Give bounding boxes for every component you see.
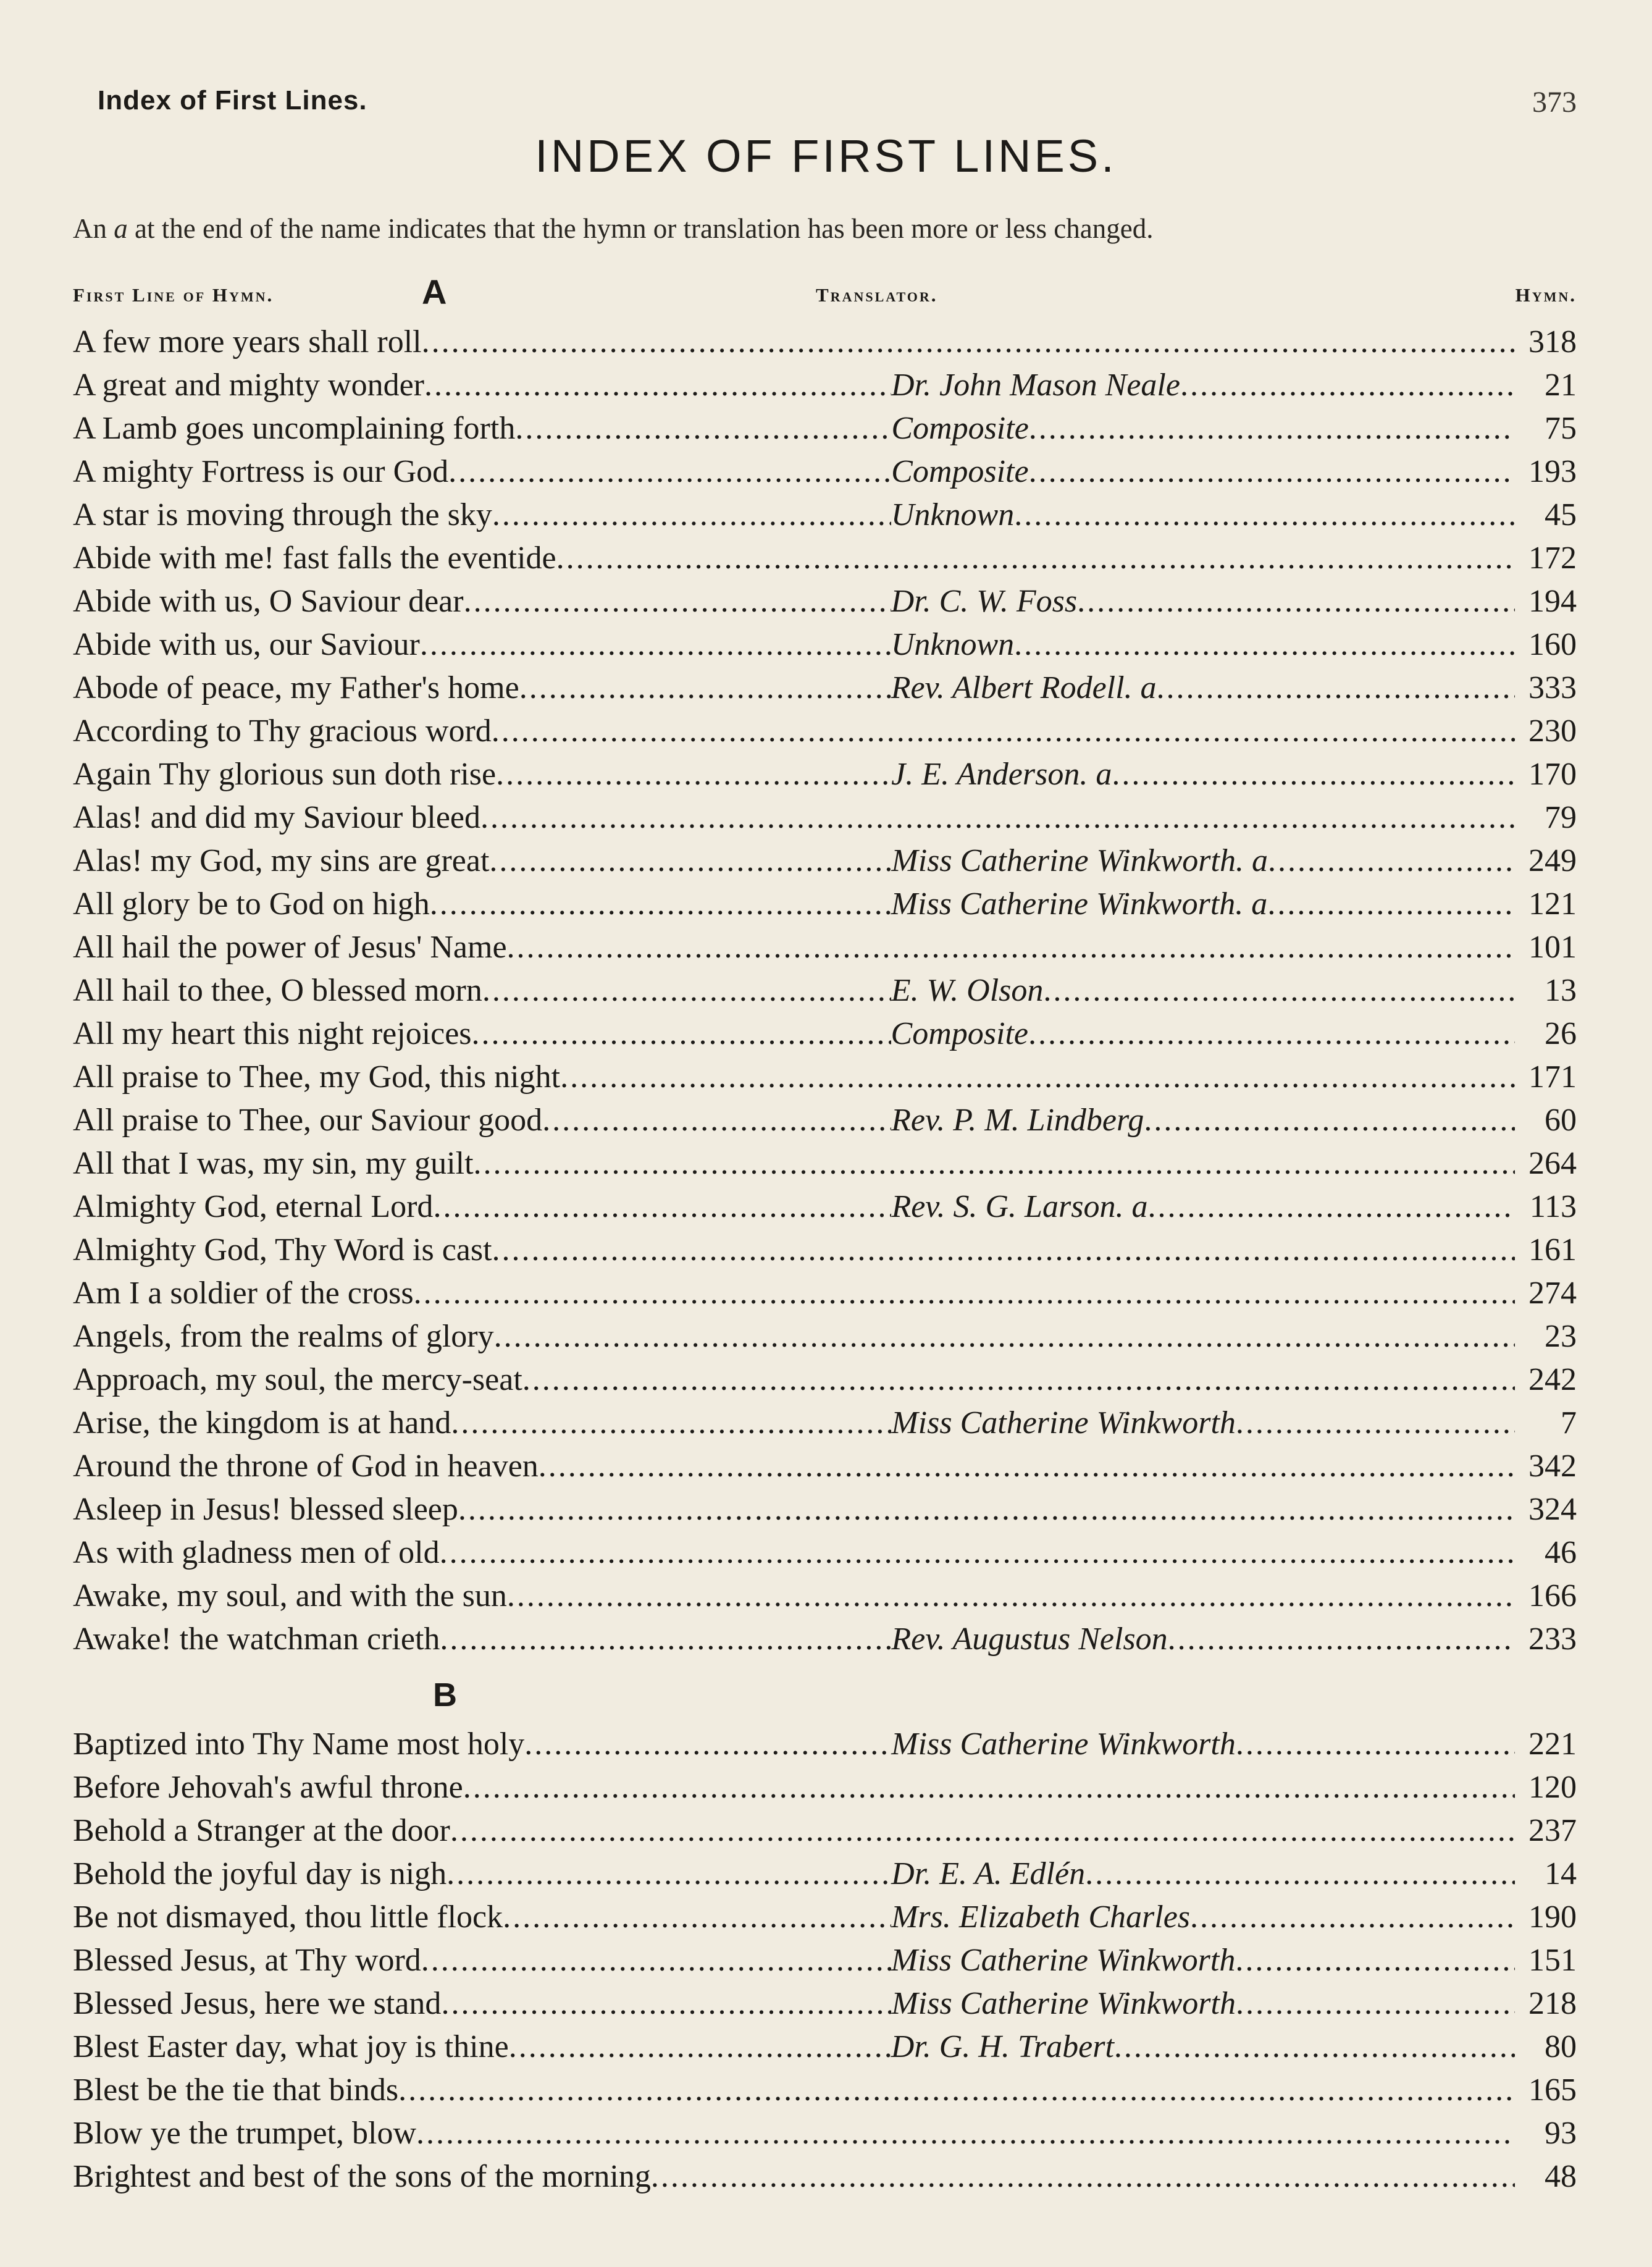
- first-line: Approach, my soul, the mercy-seat: [73, 1362, 522, 1397]
- index-entry: [73, 1099, 1577, 1142]
- dot-leader: [421, 1939, 891, 1982]
- first-line: Blessed Jesus, at Thy word: [73, 1943, 421, 1978]
- dot-leader: [492, 1229, 1515, 1272]
- hymn-number: 23: [1545, 1319, 1577, 1354]
- index-entry: [73, 753, 1577, 796]
- first-line: According to Thy gracious word: [73, 713, 492, 749]
- first-line: Behold a Stranger at the door: [73, 1813, 450, 1848]
- dot-leader: [416, 2112, 1515, 2155]
- dot-leader: [472, 1012, 891, 1056]
- first-line: Almighty God, Thy Word is cast: [73, 1232, 492, 1268]
- first-line: All hail to thee, O blessed morn: [73, 973, 482, 1008]
- first-line: All glory be to God on high: [73, 886, 430, 922]
- index-entry: [73, 667, 1577, 710]
- translator: Miss Catherine Winkworth. a: [891, 843, 1268, 878]
- header-first-line: First Line of Hymn.: [73, 284, 274, 306]
- index-entry: [73, 1723, 1577, 1766]
- dot-leader: [1085, 1853, 1515, 1896]
- translator: Rev. P. M. Lindberg: [891, 1103, 1144, 1138]
- hymn-number: 242: [1528, 1362, 1577, 1397]
- dot-leader: [450, 1809, 1515, 1853]
- hymn-number: 121: [1528, 886, 1577, 922]
- dot-leader: [1268, 839, 1515, 883]
- dot-leader: [441, 1982, 891, 2025]
- first-line: Abode of peace, my Father's home: [73, 670, 519, 705]
- dot-leader: [482, 969, 891, 1012]
- index-entry: [73, 321, 1577, 364]
- hymn-number: 48: [1545, 2159, 1577, 2194]
- hymn-number: 165: [1528, 2072, 1577, 2108]
- dot-leader: [420, 623, 891, 667]
- hymn-number: 218: [1528, 1986, 1577, 2021]
- dot-leader: [424, 364, 891, 407]
- first-line: All praise to Thee, my God, this night: [73, 1059, 561, 1095]
- first-line: Baptized into Thy Name most holy: [73, 1727, 525, 1762]
- index-entry: [73, 2112, 1577, 2155]
- translator: Miss Catherine Winkworth: [891, 1943, 1236, 1978]
- hymn-number: 230: [1528, 713, 1577, 749]
- hymn-number: 46: [1545, 1535, 1577, 1570]
- hymn-number: 113: [1529, 1189, 1577, 1224]
- first-line: Brightest and best of the sons of the morning: [73, 2159, 651, 2194]
- hymn-number: 120: [1528, 1770, 1577, 1805]
- dot-leader: [398, 2069, 1515, 2112]
- first-line: Again Thy glorious sun doth rise: [73, 757, 497, 792]
- first-line: Alas! and did my Saviour bleed: [73, 800, 480, 835]
- dot-leader: [458, 1488, 1515, 1531]
- section-letter-a: A: [422, 272, 447, 311]
- hymn-number: 75: [1545, 411, 1577, 446]
- translator: E. W. Olson: [891, 973, 1044, 1008]
- first-line: All hail the power of Jesus' Name: [73, 930, 507, 965]
- note-italic-a: a: [114, 213, 128, 244]
- index-entry: [73, 1402, 1577, 1445]
- dot-leader: [451, 1402, 891, 1445]
- index-entry: [73, 537, 1577, 580]
- first-line: All that I was, my sin, my guilt: [73, 1146, 474, 1181]
- first-line: Blow ye the trumpet, blow: [73, 2116, 417, 2151]
- index-entry: [73, 839, 1577, 883]
- hymn-number: 26: [1545, 1016, 1577, 1051]
- dot-leader: [651, 2155, 1515, 2198]
- index-entry: [73, 1531, 1577, 1575]
- dot-leader: [440, 1531, 1515, 1575]
- hymn-number: 264: [1528, 1146, 1577, 1181]
- index-entry: [73, 1315, 1577, 1358]
- first-line: Blest Easter day, what joy is thine: [73, 2029, 509, 2064]
- first-line: Blest be the tie that binds: [73, 2072, 399, 2108]
- dot-leader: [1112, 753, 1515, 796]
- dot-leader: [519, 667, 891, 710]
- note-text-after: at the end of the name indicates that the hymn or translation has been more or less changed.: [127, 213, 1154, 244]
- dot-leader: [463, 1766, 1515, 1809]
- first-line: A star is moving through the sky: [73, 497, 492, 532]
- dot-leader: [492, 494, 891, 537]
- dot-leader: [507, 926, 1515, 969]
- index-entry: [73, 1809, 1577, 1853]
- dot-leader: [507, 1575, 1515, 1618]
- dot-leader: [489, 839, 891, 883]
- hymn-number: 166: [1528, 1578, 1577, 1613]
- note-text-before: An: [73, 213, 114, 244]
- dot-leader: [539, 1445, 1515, 1488]
- first-line: All praise to Thee, our Saviour good: [73, 1103, 543, 1138]
- dot-leader: [464, 580, 891, 623]
- dot-leader: [522, 1358, 1515, 1402]
- dot-leader: [1014, 623, 1515, 667]
- hymn-number: 274: [1528, 1276, 1577, 1311]
- index-entry: [73, 1939, 1577, 1982]
- dot-leader: [422, 321, 1515, 364]
- page-title: INDEX OF FIRST LINES.: [535, 130, 1117, 182]
- dot-leader: [1014, 494, 1515, 537]
- index-entry: [73, 926, 1577, 969]
- dot-leader: [494, 1315, 1515, 1358]
- first-line: Awake! the watchman crieth: [73, 1621, 440, 1657]
- translator: Unknown: [891, 627, 1015, 662]
- hymn-number: 342: [1528, 1449, 1577, 1484]
- hymn-number: 249: [1528, 843, 1577, 878]
- hymn-number: 161: [1528, 1232, 1577, 1268]
- hymn-number: 79: [1545, 800, 1577, 835]
- first-line: Abide with me! fast falls the eventide: [73, 540, 556, 576]
- first-line: Behold the joyful day is nigh: [73, 1856, 447, 1891]
- index-entry: [73, 1488, 1577, 1531]
- index-entry: [73, 1896, 1577, 1939]
- dot-leader: [440, 1618, 891, 1661]
- dot-leader: [1028, 1012, 1515, 1056]
- index-entry: [73, 450, 1577, 494]
- first-line: As with gladness men of old: [73, 1535, 440, 1570]
- hymn-number: 237: [1528, 1813, 1577, 1848]
- translator: Dr. John Mason Neale: [891, 368, 1180, 403]
- index-entry: [73, 1142, 1577, 1185]
- dot-leader: [560, 1056, 1515, 1099]
- dot-leader: [1029, 450, 1515, 494]
- translator: Composite: [891, 1016, 1028, 1051]
- translator: Rev. Albert Rodell. a: [891, 670, 1157, 705]
- dot-leader: [524, 1723, 891, 1766]
- hymn-number: 151: [1528, 1943, 1577, 1978]
- first-line: A Lamb goes uncomplaining forth: [73, 411, 516, 446]
- page-number: 373: [1532, 86, 1577, 119]
- index-entry: [73, 796, 1577, 839]
- dot-leader: [1029, 407, 1515, 450]
- index-entry: [73, 2025, 1577, 2069]
- dot-leader: [509, 2025, 891, 2069]
- first-line: Abide with us, our Saviour: [73, 627, 420, 662]
- index-entry: [73, 494, 1577, 537]
- first-line: A great and mighty wonder: [73, 368, 424, 403]
- dot-leader: [556, 537, 1515, 580]
- dot-leader: [1043, 969, 1515, 1012]
- translator: Dr. E. A. Edlén: [891, 1856, 1086, 1891]
- index-entry: [73, 1012, 1577, 1056]
- hymn-number: 170: [1528, 757, 1577, 792]
- hymn-number: 194: [1528, 584, 1577, 619]
- hymn-number: 318: [1528, 324, 1577, 360]
- first-line: Alas! my God, my sins are great: [73, 843, 490, 878]
- index-entry: [73, 2069, 1577, 2112]
- hymn-number: 172: [1528, 540, 1577, 576]
- index-entry: [73, 969, 1577, 1012]
- translator: Miss Catherine Winkworth: [891, 1405, 1236, 1441]
- index-entry: [73, 1766, 1577, 1809]
- translator: Rev. Augustus Nelson: [891, 1621, 1168, 1657]
- dot-leader: [492, 710, 1515, 753]
- translator: Miss Catherine Winkworth: [891, 1986, 1236, 2021]
- translator: Miss Catherine Winkworth: [891, 1727, 1236, 1762]
- hymn-number: 93: [1545, 2116, 1577, 2151]
- index-entry: [73, 1229, 1577, 1272]
- first-line: Before Jehovah's awful throne: [73, 1770, 463, 1805]
- index-entry: [73, 407, 1577, 450]
- index-entry: [73, 710, 1577, 753]
- hymn-number: 333: [1528, 670, 1577, 705]
- index-entry: [73, 1445, 1577, 1488]
- first-line: Awake, my soul, and with the sun: [73, 1578, 507, 1613]
- index-entry: [73, 1982, 1577, 2025]
- dot-leader: [414, 1272, 1515, 1315]
- hymn-number: 160: [1528, 627, 1577, 662]
- hymn-number: 193: [1528, 454, 1577, 489]
- hymn-number: 233: [1528, 1621, 1577, 1657]
- dot-leader: [480, 796, 1515, 839]
- first-line: A mighty Fortress is our God: [73, 454, 449, 489]
- hymn-number: 60: [1545, 1103, 1577, 1138]
- dot-leader: [433, 1185, 891, 1229]
- dot-leader: [1235, 1939, 1515, 1982]
- index-entry: [73, 1853, 1577, 1896]
- dot-leader: [503, 1896, 891, 1939]
- dot-leader: [1190, 1896, 1515, 1939]
- hymn-number: 80: [1545, 2029, 1577, 2064]
- index-entry: [73, 1056, 1577, 1099]
- translator: Dr. G. H. Trabert: [891, 2029, 1114, 2064]
- hymn-number: 14: [1545, 1856, 1577, 1891]
- dot-leader: [447, 1853, 891, 1896]
- translator: Unknown: [891, 497, 1015, 532]
- first-line: Be not dismayed, thou little flock: [73, 1899, 503, 1935]
- first-line: Angels, from the realms of glory: [73, 1319, 494, 1354]
- dot-leader: [1267, 883, 1515, 926]
- translator: Mrs. Elizabeth Charles: [891, 1899, 1191, 1935]
- column-headers: [73, 272, 1577, 321]
- index-entry: [73, 2155, 1577, 2198]
- dot-leader: [1180, 364, 1515, 407]
- hymn-number: 171: [1528, 1059, 1577, 1095]
- header-hymn: Hymn.: [1515, 284, 1577, 306]
- dot-leader: [1236, 1402, 1515, 1445]
- translator: Composite: [891, 411, 1029, 446]
- first-line: Blessed Jesus, here we stand: [73, 1986, 442, 2021]
- running-head: [98, 85, 1577, 122]
- dot-leader: [430, 883, 891, 926]
- translator: Composite: [891, 454, 1029, 489]
- first-line: Abide with us, O Saviour dear: [73, 584, 464, 619]
- hymn-number: 324: [1528, 1492, 1577, 1527]
- hymn-number: 7: [1561, 1405, 1577, 1441]
- hymn-number: 21: [1545, 368, 1577, 403]
- index-entry: [73, 883, 1577, 926]
- section-a: [73, 321, 1577, 1661]
- translator: Dr. C. W. Foss: [891, 584, 1078, 619]
- index-entry: [73, 1575, 1577, 1618]
- hymn-number: 221: [1528, 1727, 1577, 1762]
- section-letter-b: B: [433, 1676, 457, 1714]
- first-line: Almighty God, eternal Lord: [73, 1189, 434, 1224]
- first-line: All my heart this night rejoices: [73, 1016, 472, 1051]
- dot-leader: [496, 753, 891, 796]
- translator: Rev. S. G. Larson. a: [891, 1189, 1148, 1224]
- index-note: [73, 210, 1577, 247]
- first-line: Around the throne of God in heaven: [73, 1449, 539, 1484]
- index-entry: [73, 1272, 1577, 1315]
- first-line: Am I a soldier of the cross: [73, 1276, 414, 1311]
- hymn-number: 190: [1528, 1899, 1577, 1935]
- index-entry: [73, 623, 1577, 667]
- hymn-number: 13: [1545, 973, 1577, 1008]
- dot-leader: [1168, 1618, 1515, 1661]
- dot-leader: [474, 1142, 1515, 1185]
- section-b: [73, 1667, 1577, 2198]
- dot-leader: [542, 1099, 891, 1142]
- hymn-number: 101: [1528, 930, 1577, 965]
- translator: Miss Catherine Winkworth. a: [891, 886, 1268, 922]
- hymn-number: 45: [1545, 497, 1577, 532]
- index-entry: [73, 1358, 1577, 1402]
- index-entry: [73, 1618, 1577, 1661]
- running-head-title: Index of First Lines.: [98, 85, 367, 116]
- dot-leader: [515, 407, 891, 450]
- dot-leader: [1077, 580, 1515, 623]
- dot-leader: [1236, 1982, 1515, 2025]
- first-line: Arise, the kingdom is at hand: [73, 1405, 451, 1441]
- dot-leader: [448, 450, 891, 494]
- translator: J. E. Anderson. a: [891, 757, 1112, 792]
- dot-leader: [1147, 1185, 1515, 1229]
- first-line: Asleep in Jesus! blessed sleep: [73, 1492, 458, 1527]
- index-entry: [73, 1185, 1577, 1229]
- dot-leader: [1114, 2025, 1515, 2069]
- dot-leader: [1157, 667, 1515, 710]
- dot-leader: [1236, 1723, 1515, 1766]
- index-entry: [73, 364, 1577, 407]
- index-entry: [73, 580, 1577, 623]
- first-line: A few more years shall roll: [73, 324, 422, 360]
- header-translator: Translator.: [816, 284, 938, 306]
- dot-leader: [1144, 1099, 1515, 1142]
